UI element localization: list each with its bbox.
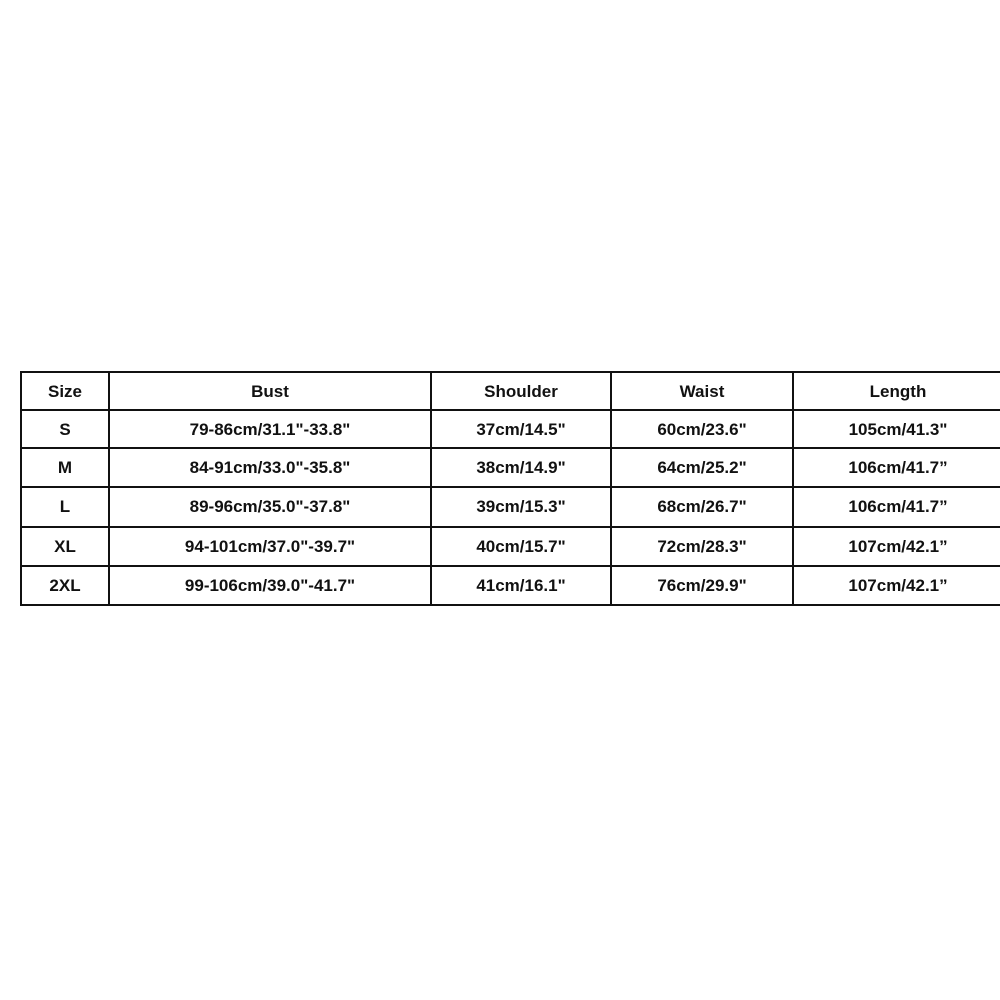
- cell-size: XL: [21, 527, 109, 566]
- cell-waist: 60cm/23.6": [611, 410, 793, 448]
- cell-length: 107cm/42.1”: [793, 527, 1000, 566]
- cell-length: 105cm/41.3": [793, 410, 1000, 448]
- cell-shoulder: 37cm/14.5": [431, 410, 611, 448]
- header-waist: Waist: [611, 372, 793, 410]
- table-row: [21, 527, 1000, 566]
- cell-length: 107cm/42.1”: [793, 566, 1000, 605]
- cell-waist: 72cm/28.3": [611, 527, 793, 566]
- table-row: [21, 410, 1000, 448]
- cell-size: 2XL: [21, 566, 109, 605]
- cell-size: S: [21, 410, 109, 448]
- cell-bust: 79-86cm/31.1"-33.8": [109, 410, 431, 448]
- cell-waist: 64cm/25.2": [611, 448, 793, 487]
- table-row: [21, 448, 1000, 487]
- size-chart-table: [20, 371, 1000, 606]
- cell-shoulder: 40cm/15.7": [431, 527, 611, 566]
- table-row: [21, 566, 1000, 605]
- header-size: Size: [21, 372, 109, 410]
- header-shoulder: Shoulder: [431, 372, 611, 410]
- cell-length: 106cm/41.7”: [793, 448, 1000, 487]
- cell-shoulder: 38cm/14.9": [431, 448, 611, 487]
- cell-waist: 76cm/29.9": [611, 566, 793, 605]
- table-header-row: [21, 372, 1000, 410]
- cell-size: M: [21, 448, 109, 487]
- cell-size: L: [21, 487, 109, 526]
- cell-shoulder: 41cm/16.1": [431, 566, 611, 605]
- cell-length: 106cm/41.7”: [793, 487, 1000, 526]
- table-row: [21, 487, 1000, 526]
- cell-bust: 94-101cm/37.0"-39.7": [109, 527, 431, 566]
- cell-bust: 84-91cm/33.0"-35.8": [109, 448, 431, 487]
- cell-shoulder: 39cm/15.3": [431, 487, 611, 526]
- header-length: Length: [793, 372, 1000, 410]
- cell-bust: 99-106cm/39.0"-41.7": [109, 566, 431, 605]
- cell-waist: 68cm/26.7": [611, 487, 793, 526]
- header-bust: Bust: [109, 372, 431, 410]
- cell-bust: 89-96cm/35.0"-37.8": [109, 487, 431, 526]
